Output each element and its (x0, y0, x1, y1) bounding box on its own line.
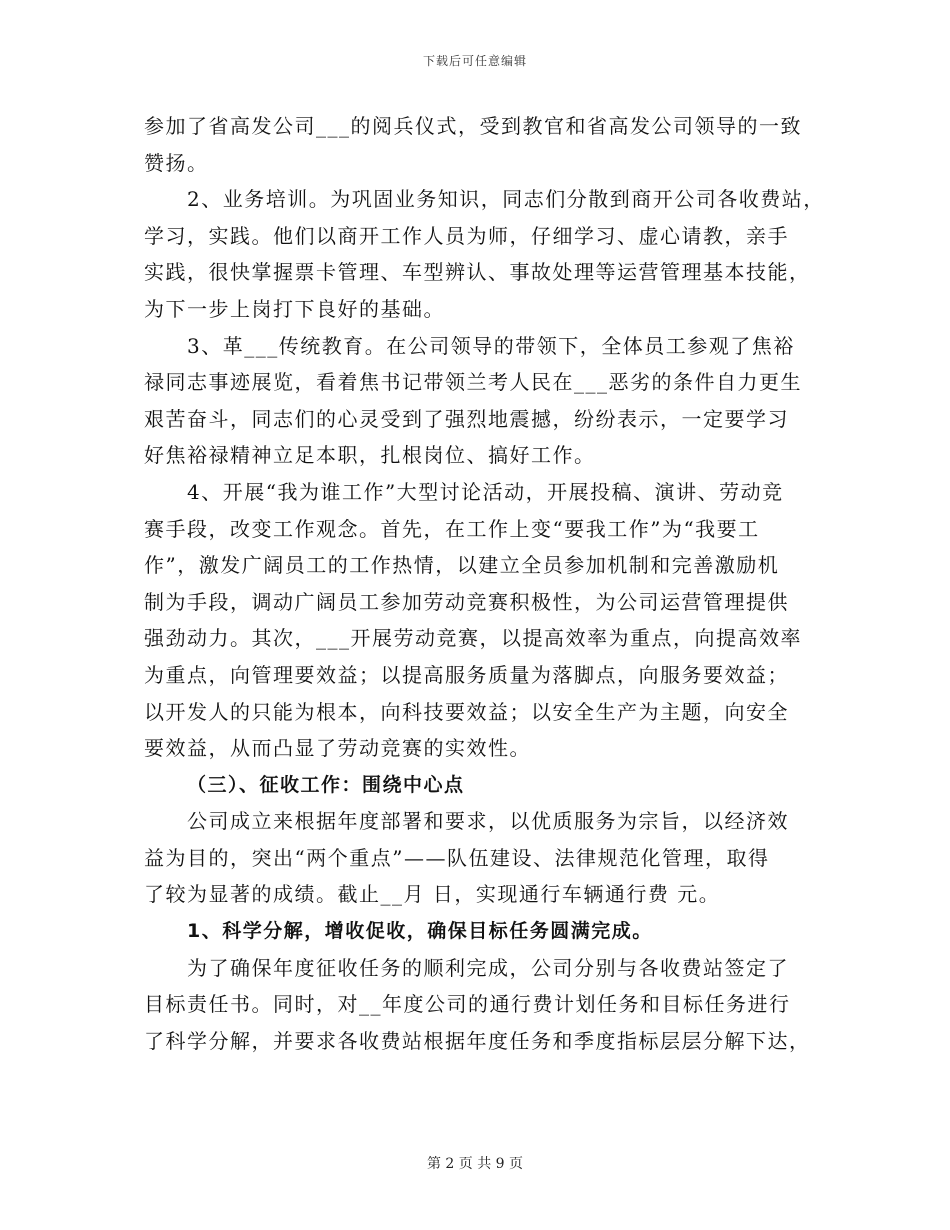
section-heading-line: 1、科学分解，增收促收，确保目标任务圆满完成。 (187, 920, 653, 943)
paragraph-line: 要效益，从而凸显了劳动竞赛的实效性。 (144, 736, 531, 761)
paragraph-line: 为重点，向管理要效益；以提高服务质量为落脚点，向服务要效益； (144, 662, 789, 687)
paragraph-line: 禄同志事迹展览，看着焦书记带领兰考人民在___恶劣的条件自力更生 (144, 370, 802, 395)
paragraph-line: 4、开展“我为谁工作”大型讨论活动，开展投稿、演讲、劳动竞 (187, 479, 784, 504)
paragraph-line: 学习，实践。他们以商开工作人员为师，仔细学习、虚心请教，亲手 (144, 223, 789, 248)
page-footer: 第 2 页 共 9 页 (426, 1156, 524, 1172)
paragraph-line: 赞扬。 (144, 150, 209, 175)
paragraph-line: 3、革___传统教育。在公司领导的带领下，全体员工参观了焦裕 (187, 333, 795, 358)
paragraph-line: 艰苦奋斗，同志们的心灵受到了强烈地震撼，纷纷表示，一定要学习 (144, 406, 789, 431)
paragraph-line: 赛手段，改变工作观念。首先，在工作上变“要我工作”为“我要工 (144, 516, 760, 541)
paragraph-line: 为下一步上岗打下良好的基础。 (144, 296, 445, 321)
page-header: 下载后可任意编辑 (422, 54, 527, 68)
paragraph-line: 了科学分解，并要求各收费站根据年度任务和季度指标层层分解下达， (144, 1028, 811, 1053)
paragraph-line: 了较为显著的成绩。截止__月 日，实现通行车辆通行费 元。 (144, 882, 721, 907)
paragraph-line: 2、业务培训。为巩固业务知识，同志们分散到商开公司各收费站， (187, 187, 825, 212)
paragraph-line: 参加了省高发公司___的阅兵仪式，受到教官和省高发公司领导的一致 (144, 114, 802, 138)
paragraph-line: 目标责任书。同时，对__年度公司的通行费计划任务和目标任务进行 (144, 992, 791, 1017)
section-heading-line: （三）、征收工作：围绕中心点 (187, 773, 465, 796)
paragraph-line: 实践，很快掌握票卡管理、车型辨认、事故处理等运营管理基本技能， (144, 260, 811, 285)
paragraph-line: 公司成立来根据年度部署和要求，以优质服务为宗旨，以经济效 (187, 809, 789, 834)
paragraph-line: 以开发人的只能为根本，向科技要效益；以安全生产为主题，向安全 (144, 699, 789, 724)
paragraph-line: 为了确保年度征收任务的顺利完成，公司分别与各收费站签定了 (187, 955, 789, 980)
paragraph-line: 强劲动力。其次，___开展劳动竞赛，以提高效率为重点，向提高效率 (144, 626, 802, 651)
paragraph-line: 益为目的，突出“两个重点”——队伍建设、法律规范化管理，取得 (144, 845, 770, 870)
document-body (144, 108, 825, 1059)
paragraph-line: 作”，激发广阔员工的工作热情，以建立全员参加机制和完善激励机 (144, 553, 780, 578)
paragraph-line: 制为手段，调动广阔员工参加劳动竞赛积极性，为公司运营管理提供 (144, 589, 789, 614)
paragraph-line: 好焦裕禄精神立足本职，扎根岗位、搞好工作。 (144, 443, 596, 468)
